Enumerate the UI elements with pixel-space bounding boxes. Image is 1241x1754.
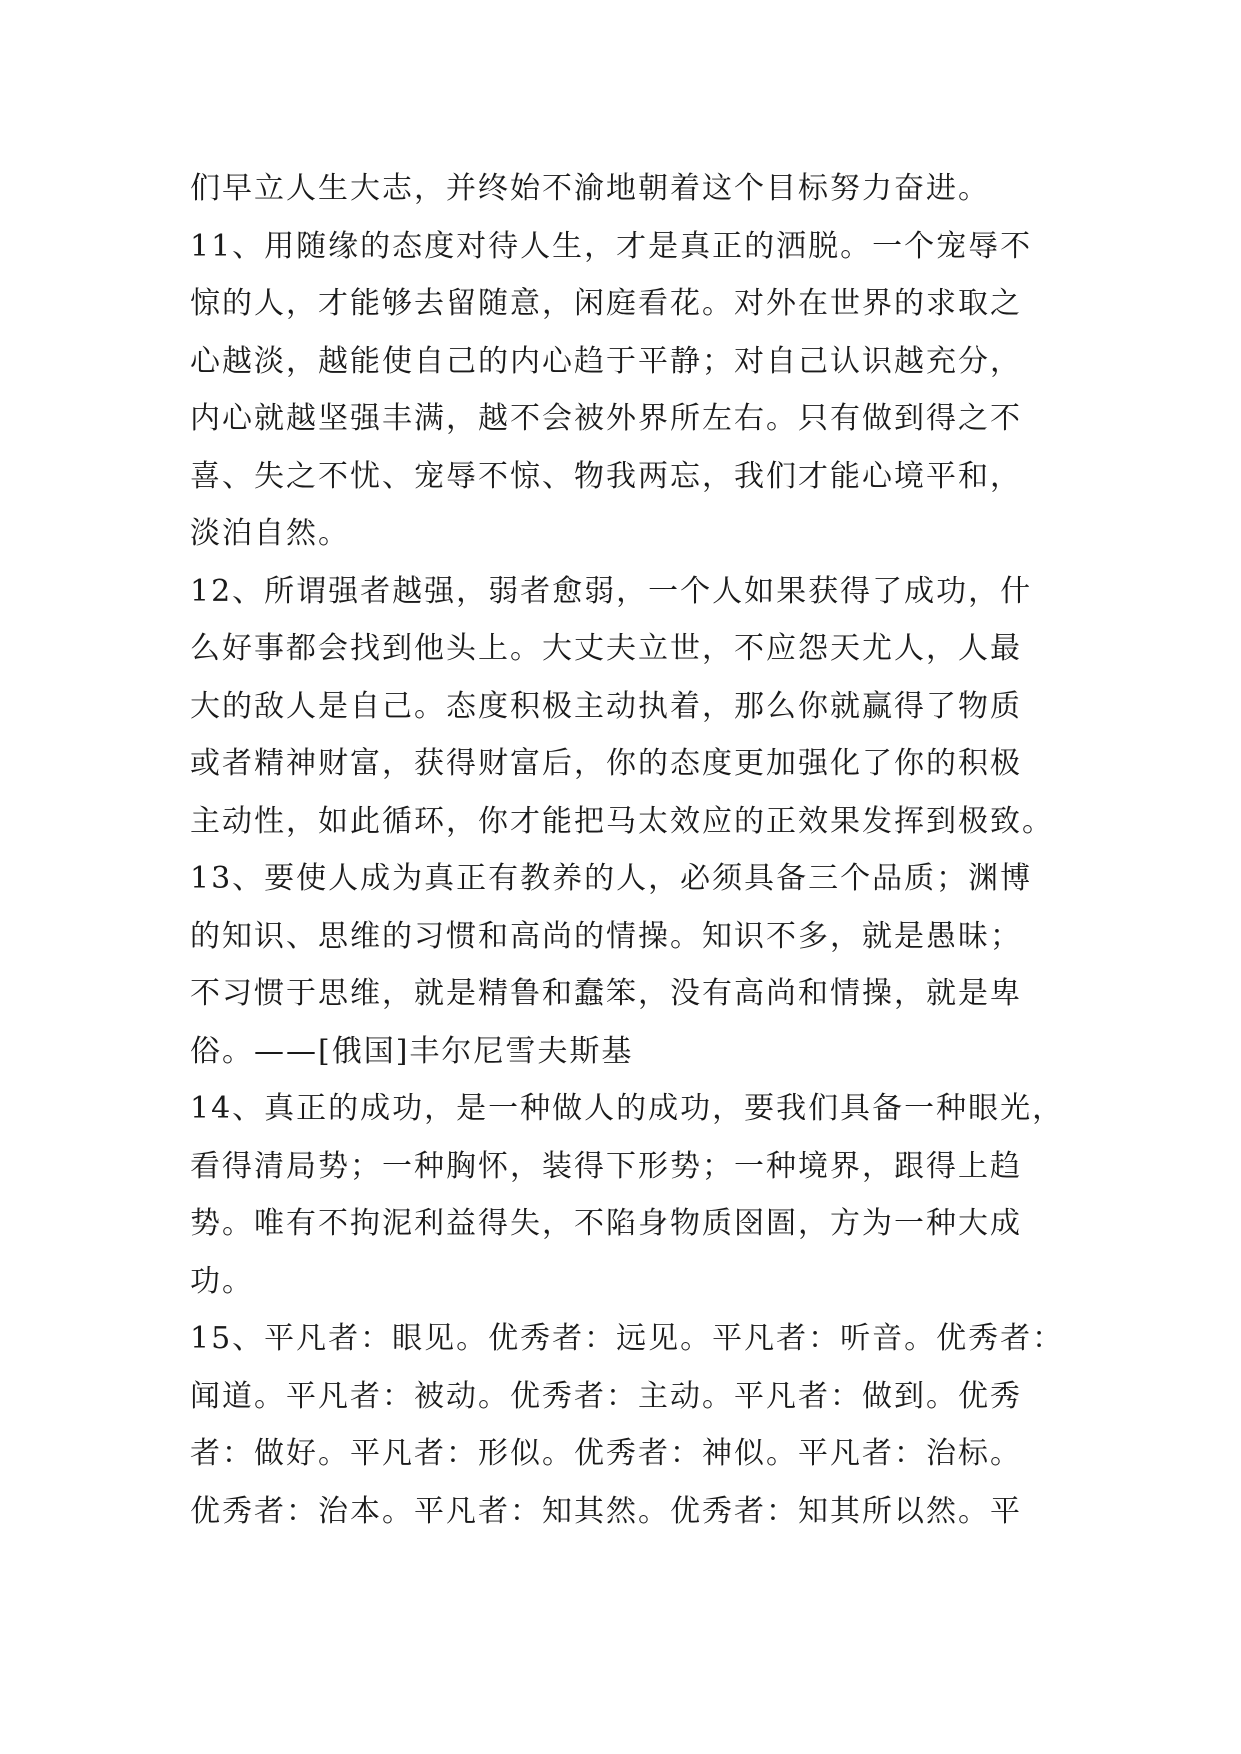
text-line: 们早立人生大志，并终始不渝地朝着这个目标努力奋进。 [190,171,990,206]
text-line: 优秀者：治本。平凡者：知其然。优秀者：知其所以然。平 [190,1493,1022,1529]
text-line: 14、真正的成功，是一种做人的成功，要我们具备一种眼光， [190,1091,1065,1126]
text-line: 不习惯于思维，就是精鲁和蠢笨，没有高尚和情操，就是卑 [190,976,1022,1011]
text-line: 主动性，如此循环，你才能把马太效应的正效果发挥到极致。 [190,803,1054,839]
text-line: 内心就越坚强丰满，越不会被外界所左右。只有做到得之不 [190,401,1022,436]
text-line: 的知识、思维的习惯和高尚的情操。知识不多，就是愚昧； [190,918,1022,954]
text-line: 喜、失之不忧、宠辱不惊、物我两忘，我们才能心境平和， [190,458,1022,494]
text-line: 心越淡，越能使自己的内心趋于平静；对自己认识越充分， [190,343,1022,379]
text-line: 淡泊自然。 [190,516,350,551]
text-line: 俗。——[俄国]丰尔尼雪夫斯基 [190,1033,634,1069]
document-body [190,160,1070,1540]
text-line: 大的敌人是自己。态度积极主动执着，那么你就赢得了物质 [190,688,1022,724]
text-line: 闻道。平凡者：被动。优秀者：主动。平凡者：做到。优秀 [190,1378,1022,1414]
text-line: 者：做好。平凡者：形似。优秀者：神似。平凡者：治标。 [190,1436,1022,1471]
text-line: 或者精神财富，获得财富后，你的态度更加强化了你的积极 [190,746,1022,781]
text-line: 惊的人，才能够去留随意，闲庭看花。对外在世界的求取之 [190,286,1022,321]
text-line: 功。 [190,1263,254,1299]
text-line: 13、要使人成为真正有教养的人，必须具备三个品质；渊博 [190,861,1033,896]
text-line: 势。唯有不拘泥利益得失，不陷身物质囹圄，方为一种大成 [190,1206,1022,1241]
text-line: 11、用随缘的态度对待人生，才是真正的洒脱。一个宠辱不 [190,228,1033,264]
text-line: 15、平凡者：眼见。优秀者：远见。平凡者：听音。优秀者： [190,1321,1065,1356]
text-line: 12、所谓强者越强，弱者愈弱，一个人如果获得了成功，什 [190,573,1033,609]
text-line: 看得清局势；一种胸怀，装得下形势；一种境界，跟得上趋 [190,1148,1022,1184]
text-line: 么好事都会找到他头上。大丈夫立世，不应怨天尤人，人最 [190,631,1022,666]
